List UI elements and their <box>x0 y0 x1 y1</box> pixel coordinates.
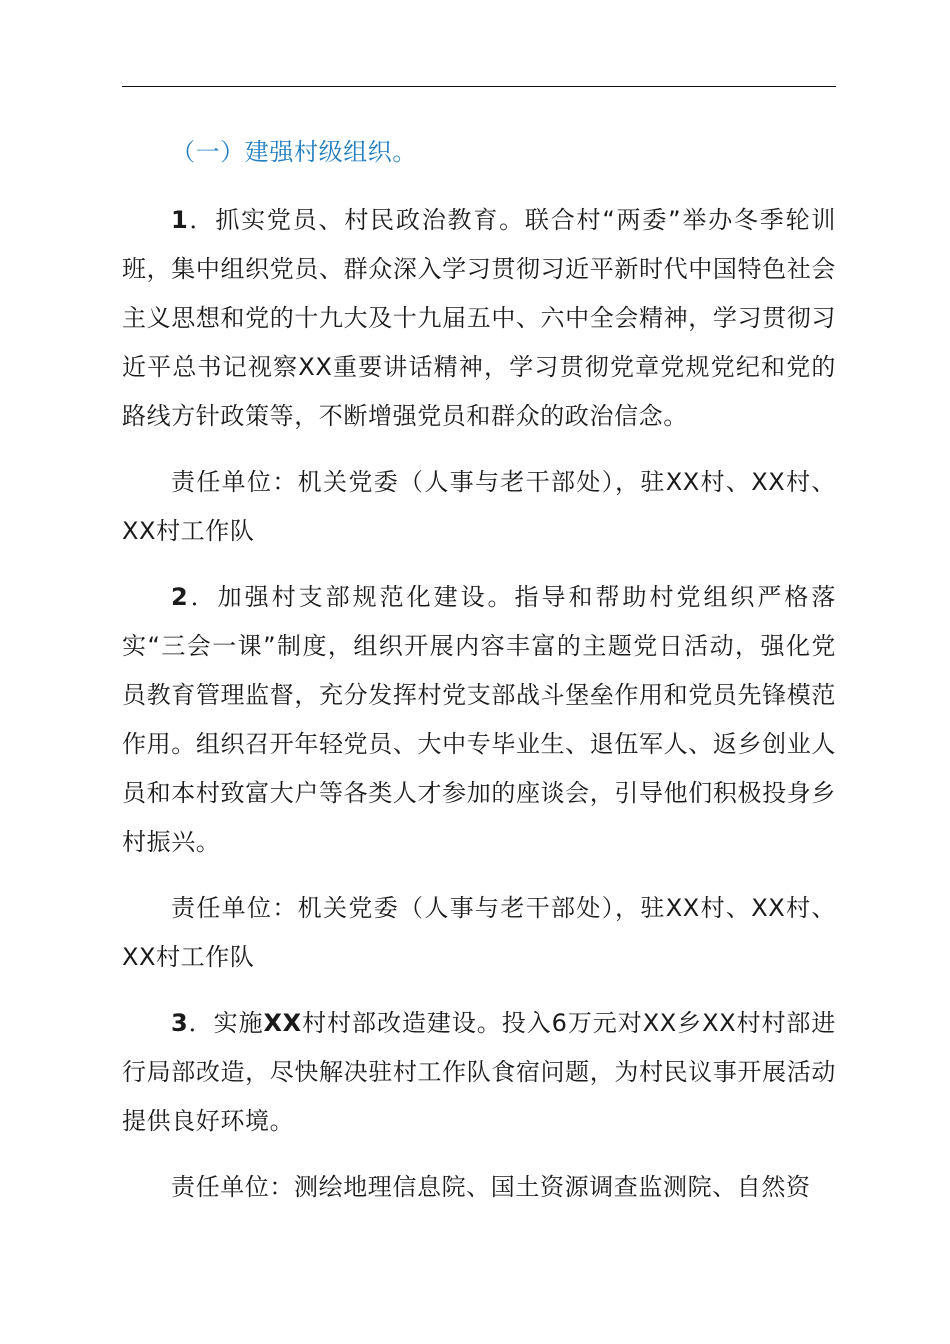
item-2-responsibility: 责任单位：机关党委（人事与老干部处），驻XX村、XX村、XX村工作队 <box>122 894 836 971</box>
item-3-text-bold: XX <box>263 1009 302 1037</box>
item-2-paragraph <box>122 573 836 867</box>
document-body <box>122 128 836 1229</box>
header-rule <box>122 86 836 87</box>
item-3-text-after: 村村部改造建设。投入6万元对XX乡XX村村部进行局部改造，尽快解决驻村工作队食宿问题，为村民议事开展活动提供良好环境。 <box>122 1009 836 1135</box>
item-1-number: 1 <box>171 206 189 234</box>
item-2-number: 2 <box>171 583 189 611</box>
item-1-paragraph <box>122 196 836 441</box>
item-3-responsibility: 责任单位：测绘地理信息院、国土资源调查监测院、自然资 <box>171 1173 811 1201</box>
item-1-responsibility: 责任单位：机关党委（人事与老干部处），驻XX村、XX村、XX村工作队 <box>122 468 836 545</box>
item-2-text: ．加强村支部规范化建设。指导和帮助村党组织严格落实“三会一课”制度，组织开展内容丰富的主题党日活动，强化党员教育管理监督，充分发挥村党支部战斗堡垒作用和党员先锋模范作用。组织召开年轻党员、大中专毕业生、退伍军人、返乡创业人员和本村致富大户等各类人才参加的座谈会，引导他们积极投身乡村振兴。 <box>122 583 836 856</box>
section-heading: （一）建强村级组织。 <box>171 138 417 166</box>
item-1-text: ．抓实党员、村民政治教育。联合村“两委”举办冬季轮训班，集中组织党员、群众深入学习贯彻习近平新时代中国特色社会主义思想和党的十九大及十九届五中、六中全会精神，学习贯彻习近平总书记视察XX重要讲话精神，学习贯彻党章党规党纪和党的路线方针政策等，不断增强党员和群众的政治信念。 <box>122 206 836 430</box>
item-3-number: 3 <box>171 1009 189 1037</box>
item-3-text-before: ．实施 <box>188 1009 264 1037</box>
item-3-paragraph <box>122 999 836 1146</box>
